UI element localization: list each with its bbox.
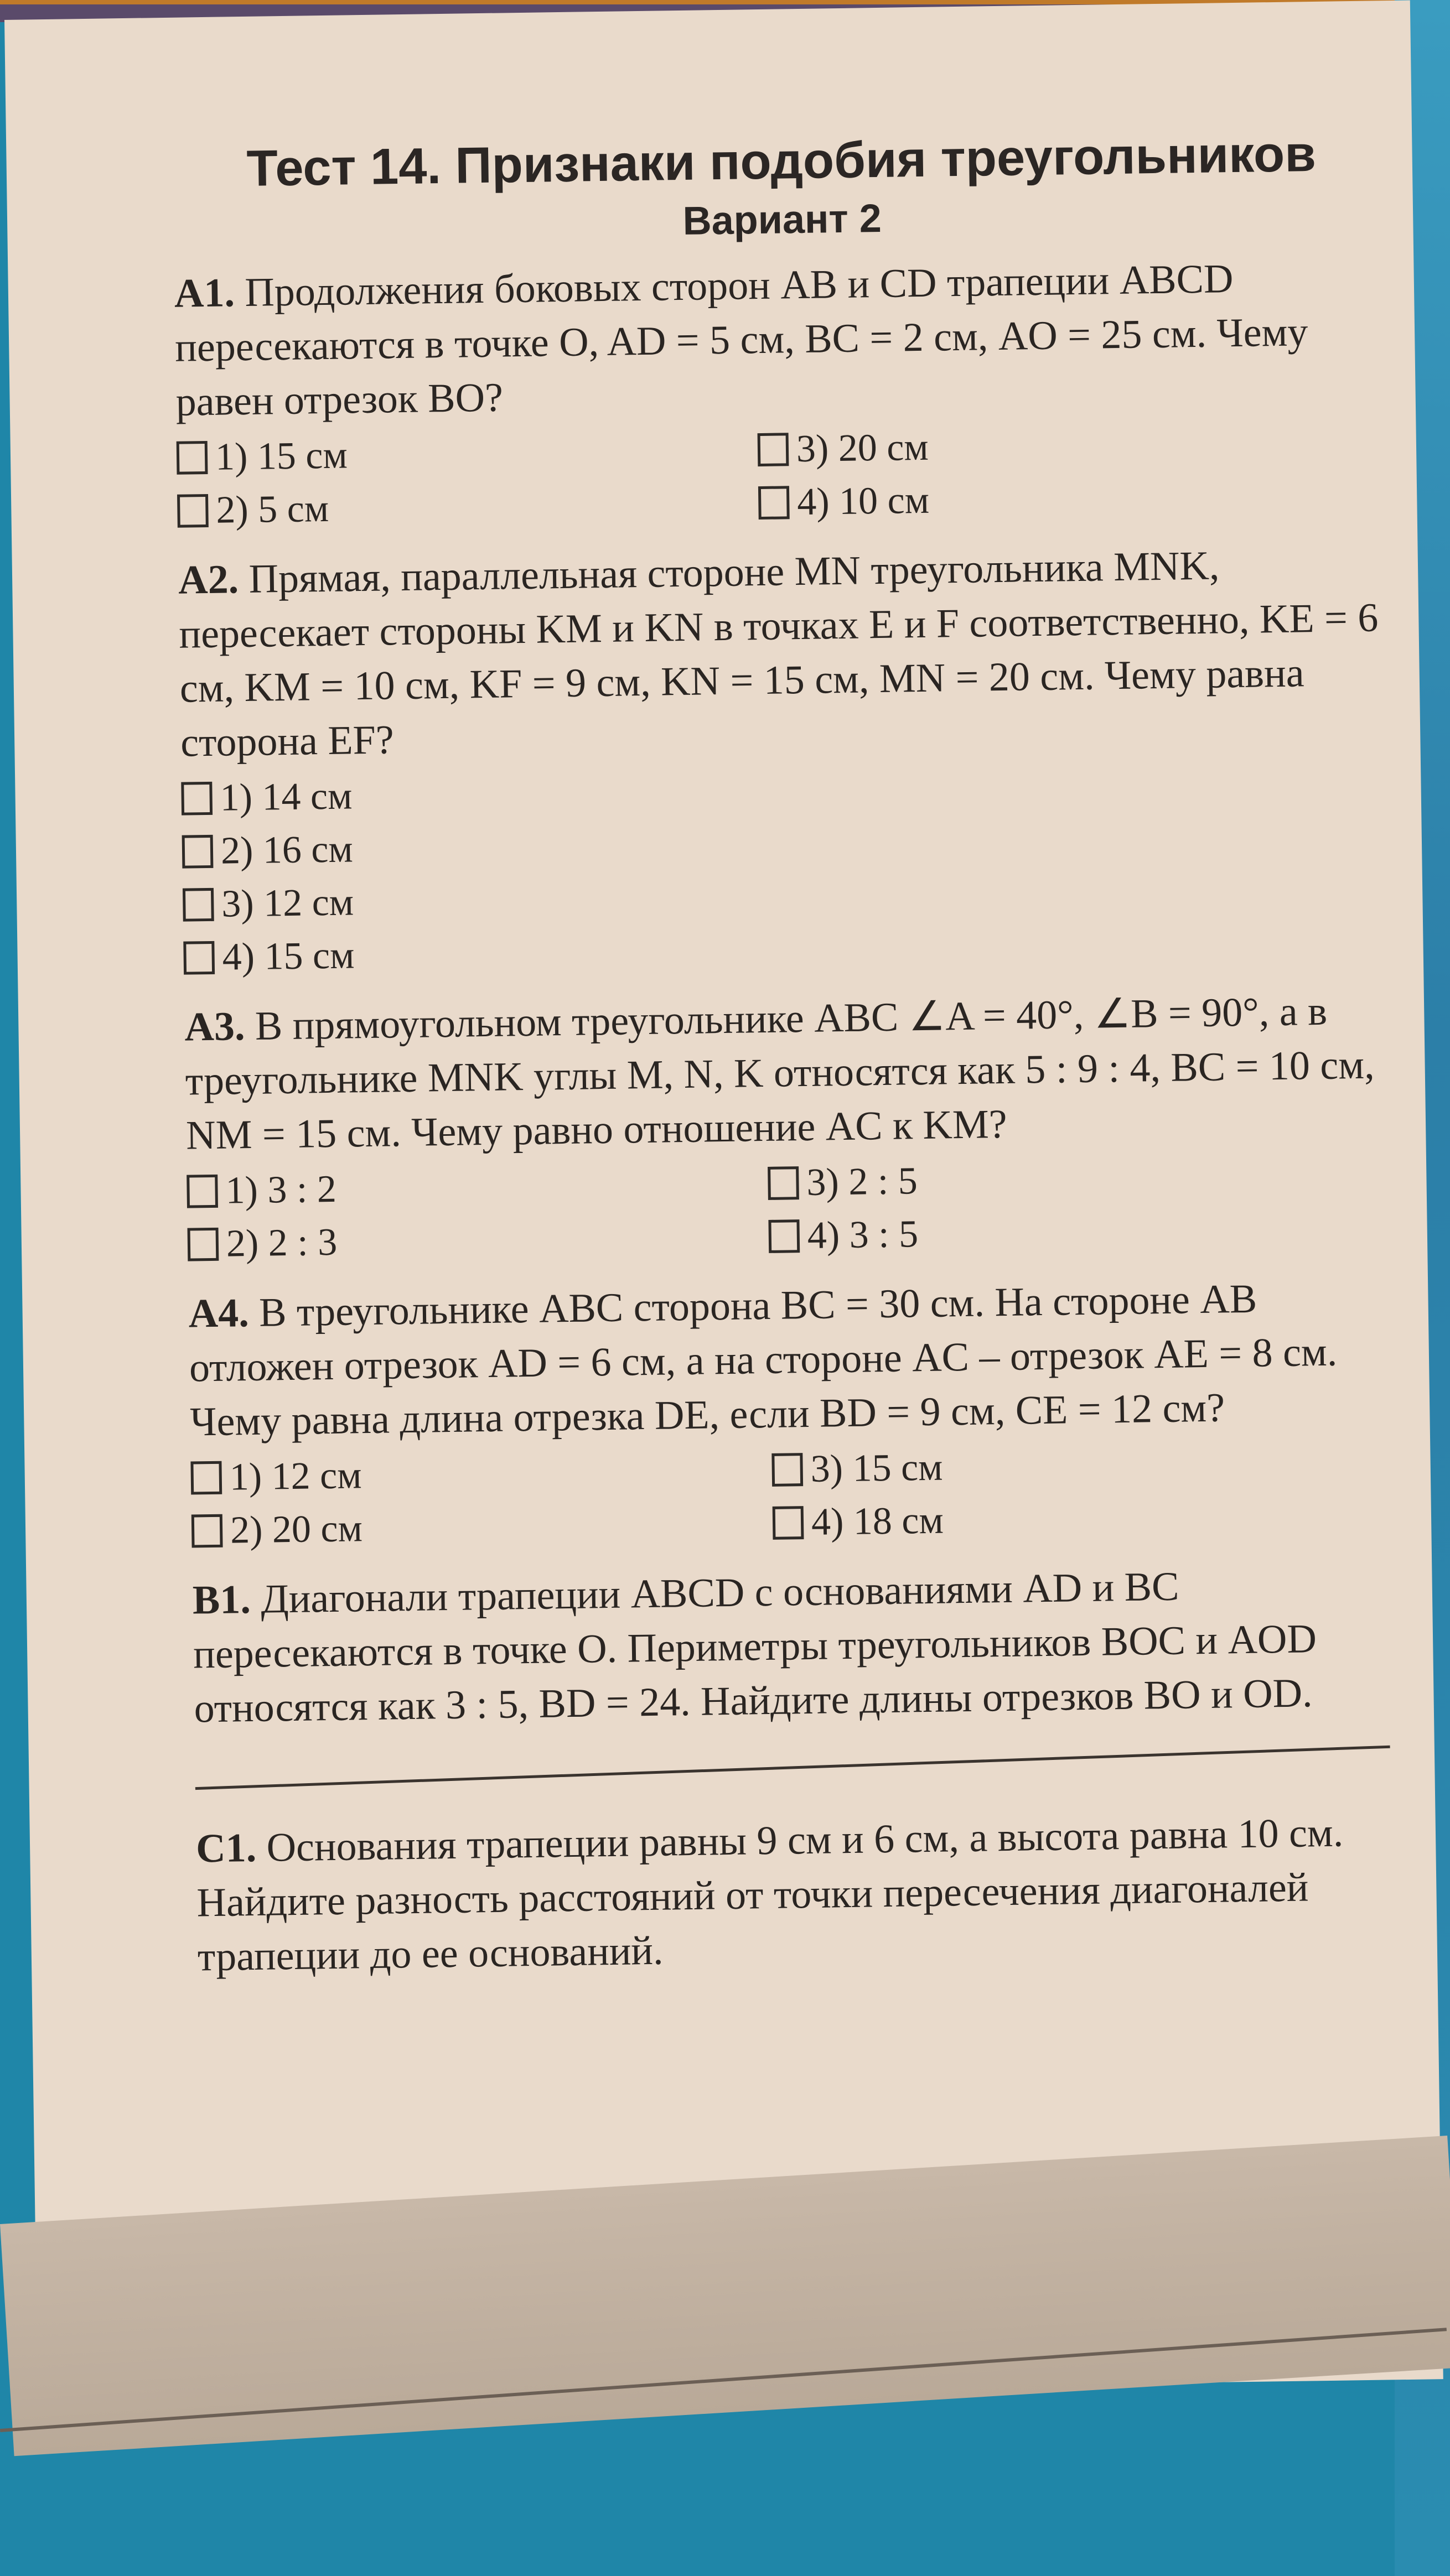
answer-option[interactable]: 4) 15 см	[183, 915, 1401, 985]
answer-option[interactable]: 2) 2 : 3	[187, 1210, 769, 1271]
checkbox-icon[interactable]	[758, 433, 789, 466]
checkbox-icon[interactable]	[188, 1228, 219, 1261]
answer-option[interactable]: 2) 16 см	[182, 808, 1400, 879]
task-a2	[178, 536, 1401, 985]
checkbox-icon[interactable]	[190, 1461, 222, 1495]
task-number: A3.	[184, 1004, 245, 1050]
task-text: Прямая, параллельная стороне MN треугольника MNK, пересекает стороны KM и KN в точках E и F соответственно, KE = 6 см, KM = 10 см, KF = 9 см, KN = 15 см, MN = 20 см. Чему равна сторона EF?	[178, 543, 1379, 766]
answer-option[interactable]: 2) 5 см	[177, 476, 759, 538]
answer-option[interactable]: 1) 15 см	[176, 423, 758, 485]
checkbox-icon[interactable]	[758, 486, 790, 520]
answer-option[interactable]: 1) 3 : 2	[187, 1157, 768, 1218]
answer-options	[187, 1148, 1405, 1271]
checkbox-icon[interactable]	[187, 1175, 218, 1208]
task-a3	[184, 983, 1406, 1271]
checkbox-icon[interactable]	[183, 888, 214, 922]
task-a1	[174, 250, 1395, 538]
task-number: A1.	[174, 270, 235, 316]
task-number: C1.	[195, 1825, 257, 1872]
answer-options	[176, 414, 1395, 538]
checkbox-icon[interactable]	[183, 941, 215, 975]
task-b1	[192, 1556, 1412, 1736]
checkbox-icon[interactable]	[182, 835, 214, 869]
checkbox-icon[interactable]	[177, 494, 209, 528]
task-text: Продолжения боковых сторон AB и CD трапеции ABCD пересекаются в точке O, AD = 5 см, BC = 2 см, AO = 25 см. Чему равен отрезок BO?	[174, 256, 1308, 425]
checkbox-icon[interactable]	[771, 1453, 803, 1487]
task-text: Диагонали трапеции ABCD с основаниями AD и BC пересекаются в точке O. Периметры треугольников BOC и AOD относятся как 3 : 5, BD = 24. Найдите длины отрезков BO и OD.	[193, 1564, 1317, 1732]
task-text: В прямоугольном треугольнике ABC ∠A = 40°, ∠B = 90°, а в треугольнике MNK углы M, N, K относятся как 5 : 9 : 4, BC = 10 см, NM = 15 см. Чему равно отношение AC к KM?	[185, 988, 1375, 1159]
checkbox-icon[interactable]	[768, 1166, 799, 1200]
answer-option[interactable]: 1) 12 см	[190, 1443, 772, 1505]
worksheet-content	[172, 122, 1415, 1984]
answer-option[interactable]: 4) 10 см	[758, 468, 1340, 529]
variant-label: Вариант 2	[682, 196, 882, 243]
answer-option[interactable]: 1) 14 см	[181, 755, 1399, 825]
answer-option[interactable]: 3) 12 см	[183, 861, 1401, 932]
task-number: A2.	[178, 557, 239, 603]
answer-option[interactable]: 2) 20 см	[191, 1497, 773, 1558]
checkbox-icon[interactable]	[773, 1506, 804, 1540]
answer-line[interactable]	[195, 1746, 1390, 1790]
answer-option[interactable]: 3) 2 : 5	[768, 1149, 1349, 1210]
answer-option[interactable]: 3) 15 см	[771, 1435, 1353, 1497]
task-number: A4.	[188, 1290, 250, 1337]
checkbox-icon[interactable]	[191, 1514, 223, 1548]
task-text: В треугольнике ABC сторона BC = 30 см. На стороне AB отложен отрезок AD = 6 см, а на стороне AC – отрезок AE = 8 см. Чему равна длина отрезка DE, если BD = 9 см, CE = 12 см?	[189, 1276, 1338, 1445]
answer-options	[181, 755, 1401, 985]
checkbox-icon[interactable]	[177, 441, 208, 475]
answer-option[interactable]: 3) 20 см	[757, 415, 1339, 476]
answer-option[interactable]: 4) 3 : 5	[768, 1202, 1350, 1263]
worksheet-page	[4, 1, 1443, 2399]
checkbox-icon[interactable]	[768, 1219, 800, 1253]
task-c1	[196, 1805, 1416, 1985]
checkbox-icon[interactable]	[181, 782, 213, 816]
task-number: B1.	[192, 1577, 251, 1623]
answer-options	[190, 1435, 1409, 1558]
page-title: Тест 14. Признаки подобия треугольников	[246, 125, 1317, 197]
answer-option[interactable]: 4) 18 см	[772, 1488, 1354, 1550]
task-text: Основания трапеции равны 9 см и 6 см, а высота равна 10 см. Найдите разность расстояний от точки пересечения диагоналей трапеции до ее оснований.	[196, 1810, 1344, 1980]
task-a4	[188, 1270, 1410, 1558]
